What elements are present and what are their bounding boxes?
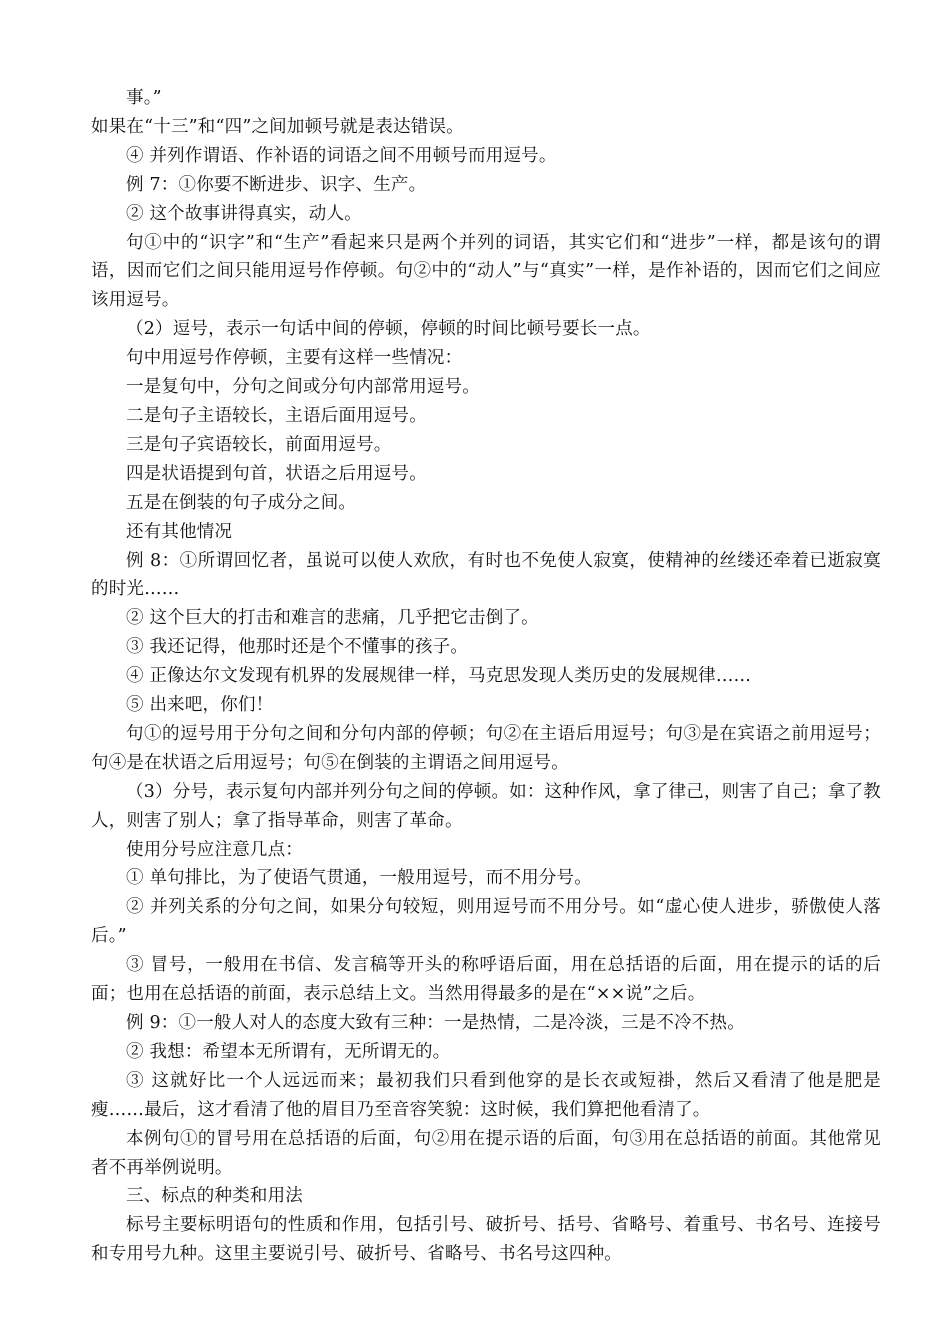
- paragraph: ② 这个巨大的打击和难言的悲痛，几乎把它击倒了。: [126, 608, 539, 629]
- paragraph: 三是句子宾语较长，前面用逗号。: [126, 434, 392, 455]
- document-body: [91, 84, 881, 1269]
- paragraph: ⑤ 出来吧，你们！: [126, 695, 274, 716]
- paragraph: 本例句①的冒号用在总括语的后面，句②用在提示语的后面，句③用在总括语的前面。其他常见者不再举例说明。: [91, 1128, 881, 1178]
- paragraph: 如果在“十三”和“四”之间加顿号就是表达错误。: [91, 116, 464, 137]
- paragraph: 使用分号应注意几点：: [126, 839, 303, 860]
- paragraph: 二是句子主语较长，主语后面用逗号。: [126, 405, 427, 426]
- paragraph: 五是在倒装的句子成分之间。: [126, 492, 357, 513]
- paragraph: ④ 正像达尔文发现有机界的发展规律一样，马克思发现人类历史的发展规律……: [126, 666, 752, 687]
- paragraph: 事。”: [126, 88, 162, 108]
- paragraph: 句中用逗号作停顿，主要有这样一些情况：: [126, 348, 463, 369]
- paragraph: ② 并列关系的分句之间，如果分句较短，则用逗号而不用分号。如“虚心使人进步，骄傲使人落后。”: [91, 897, 881, 947]
- paragraph: 标号主要标明语句的性质和作用，包括引号、破折号、括号、省略号、着重号、书名号、连接号和专用号九种。这里主要说引号、破折号、省略号、书名号这四种。: [91, 1215, 881, 1265]
- paragraph: 句①中的“识字”和“生产”看起来只是两个并列的词语，其实它们和“进步”一样，都是该句的谓语，因而它们之间只能用逗号作停顿。句②中的“动人”与“真实”一样，是作补语的，因而它们之间应该用逗号。: [91, 232, 881, 311]
- paragraph: 例 9：①一般人对人的态度大致有三种：一是热情，二是冷淡，三是不冷不热。: [126, 1013, 745, 1033]
- paragraph: 句①的逗号用于分句之间和分句内部的停顿；句②在主语后用逗号；句③是在宾语之前用逗号；句④是在状语之后用逗号；句⑤在倒装的主谓语之间用逗号。: [91, 723, 881, 773]
- paragraph: 还有其他情况: [126, 521, 233, 542]
- paragraph: ③ 这就好比一个人远远而来；最初我们只看到他穿的是长衣或短褂，然后又看清了他是肥是瘦……最后，这才看清了他的眉目乃至音容笑貌：这时候，我们算把他看清了。: [91, 1070, 881, 1120]
- paragraph: ② 这个故事讲得真实，动人。: [126, 203, 362, 224]
- paragraph: ② 我想：希望本无所谓有，无所谓无的。: [126, 1041, 451, 1062]
- paragraph: （2）逗号，表示一句话中间的停顿，停顿的时间比顿号要长一点。: [126, 319, 651, 340]
- paragraph: 四是状语提到句首，状语之后用逗号。: [126, 463, 427, 484]
- paragraph: ③ 我还记得，他那时还是个不懂事的孩子。: [126, 637, 469, 658]
- paragraph: （3）分号，表示复句内部并列分句之间的停顿。如：这种作风，拿了律己，则害了自己；拿了教人，则害了别人；拿了指导革命，则害了革命。: [91, 781, 881, 831]
- paragraph: ④ 并列作谓语、作补语的词语之间不用顿号而用逗号。: [126, 145, 557, 166]
- paragraph: 例 7：①你要不断进步、识字、生产。: [126, 174, 427, 195]
- paragraph: ③ 冒号，一般用在书信、发言稿等开头的称呼语后面，用在总括语的后面，用在提示的话的后面；也用在总括语的前面，表示总结上文。当然用得最多的是在“××说”之后。: [91, 955, 881, 1005]
- paragraph: 一是复句中，分句之间或分句内部常用逗号。: [126, 377, 480, 398]
- paragraph: ① 单句排比，为了使语气贯通，一般用逗号，而不用分号。: [126, 868, 592, 889]
- paragraph: 例 8：①所谓回忆者，虽说可以使人欢欣，有时也不免使人寂寞，使精神的丝缕还牵着已逝寂寞的时光……: [91, 550, 881, 600]
- paragraph: 三、标点的种类和用法: [126, 1186, 303, 1207]
